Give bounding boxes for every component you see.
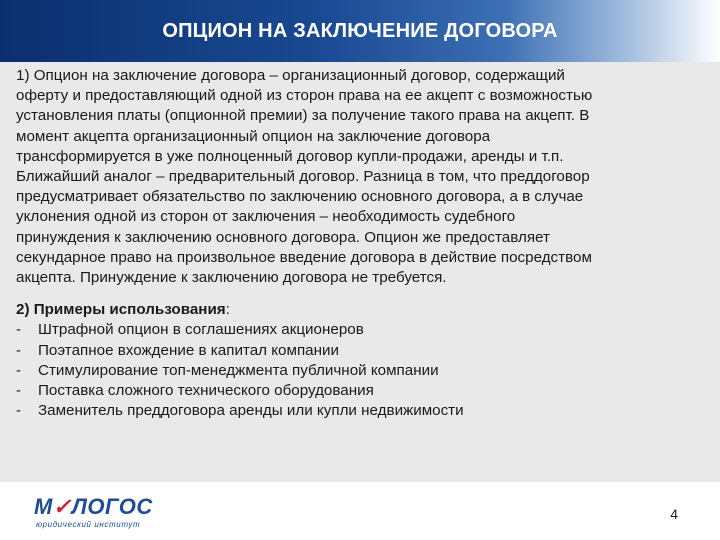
- examples-list: [16, 320, 706, 421]
- logo-text-logos: ЛОГОС: [71, 494, 153, 519]
- list-dash: -: [16, 321, 22, 339]
- logo-subtitle: юридический институт: [36, 520, 141, 529]
- logo-wordmark: [34, 494, 153, 520]
- list-item-text: Стимулирование топ-менеджмента публичной компании: [38, 361, 439, 379]
- list-item: [16, 361, 706, 381]
- list-item-text: Поэтапное вхождение в капитал компании: [38, 341, 339, 359]
- examples-heading-colon: :: [225, 301, 230, 319]
- paragraph-definition: 1) Опцион на заключение договора – организационный договор, содержащий оферту и предоставляющий одной из сторон права на ее акцепт с возможностью установления платы (опционной премии) за получение такого права на акцепт. В момент акцепта организационный опцион на заключение договора трансформируется в уже полноценный договор купли-продажи, аренды и т.п.: [16, 67, 593, 165]
- list-item: [16, 401, 706, 421]
- examples-heading: [16, 300, 706, 320]
- list-item-text: Поставка сложного технического оборудования: [38, 382, 374, 400]
- logo-text-m: М: [34, 494, 53, 519]
- header-banner: [0, 0, 720, 62]
- list-dash: -: [16, 382, 22, 400]
- list-item: [16, 381, 706, 401]
- examples-heading-text: 2) Примеры использования: [16, 301, 226, 319]
- list-item-text: Заменитель преддоговора аренды или купли недвижимости: [38, 402, 464, 420]
- list-dash: -: [16, 361, 22, 379]
- list-item: [16, 341, 706, 361]
- paragraph-analog: Ближайший аналог – предварительный договор. Разница в том, что преддоговор предусматривает обязательство по заключению основного договора, а в случае уклонения одной из сторон от заключения – необходимость судебного принуждения к заключению основного договора. Опцион же предоставляет секундарное право на произвольное введение договора в действие посредством акцепта. Принуждение к заключению договора не требуется.: [16, 168, 592, 287]
- spacer: [16, 288, 706, 300]
- slide-title: ОПЦИОН НА ЗАКЛЮЧЕНИЕ ДОГОВОРА: [162, 20, 558, 42]
- logo-swoosh-icon: ✓: [52, 494, 72, 519]
- list-dash: -: [16, 341, 22, 359]
- page-number: 4: [670, 506, 678, 522]
- list-dash: -: [16, 402, 22, 420]
- list-item-text: Штрафной опцион в соглашениях акционеров: [38, 321, 364, 339]
- logo: [34, 494, 164, 534]
- slide-body: [16, 66, 706, 421]
- list-item: [16, 320, 706, 340]
